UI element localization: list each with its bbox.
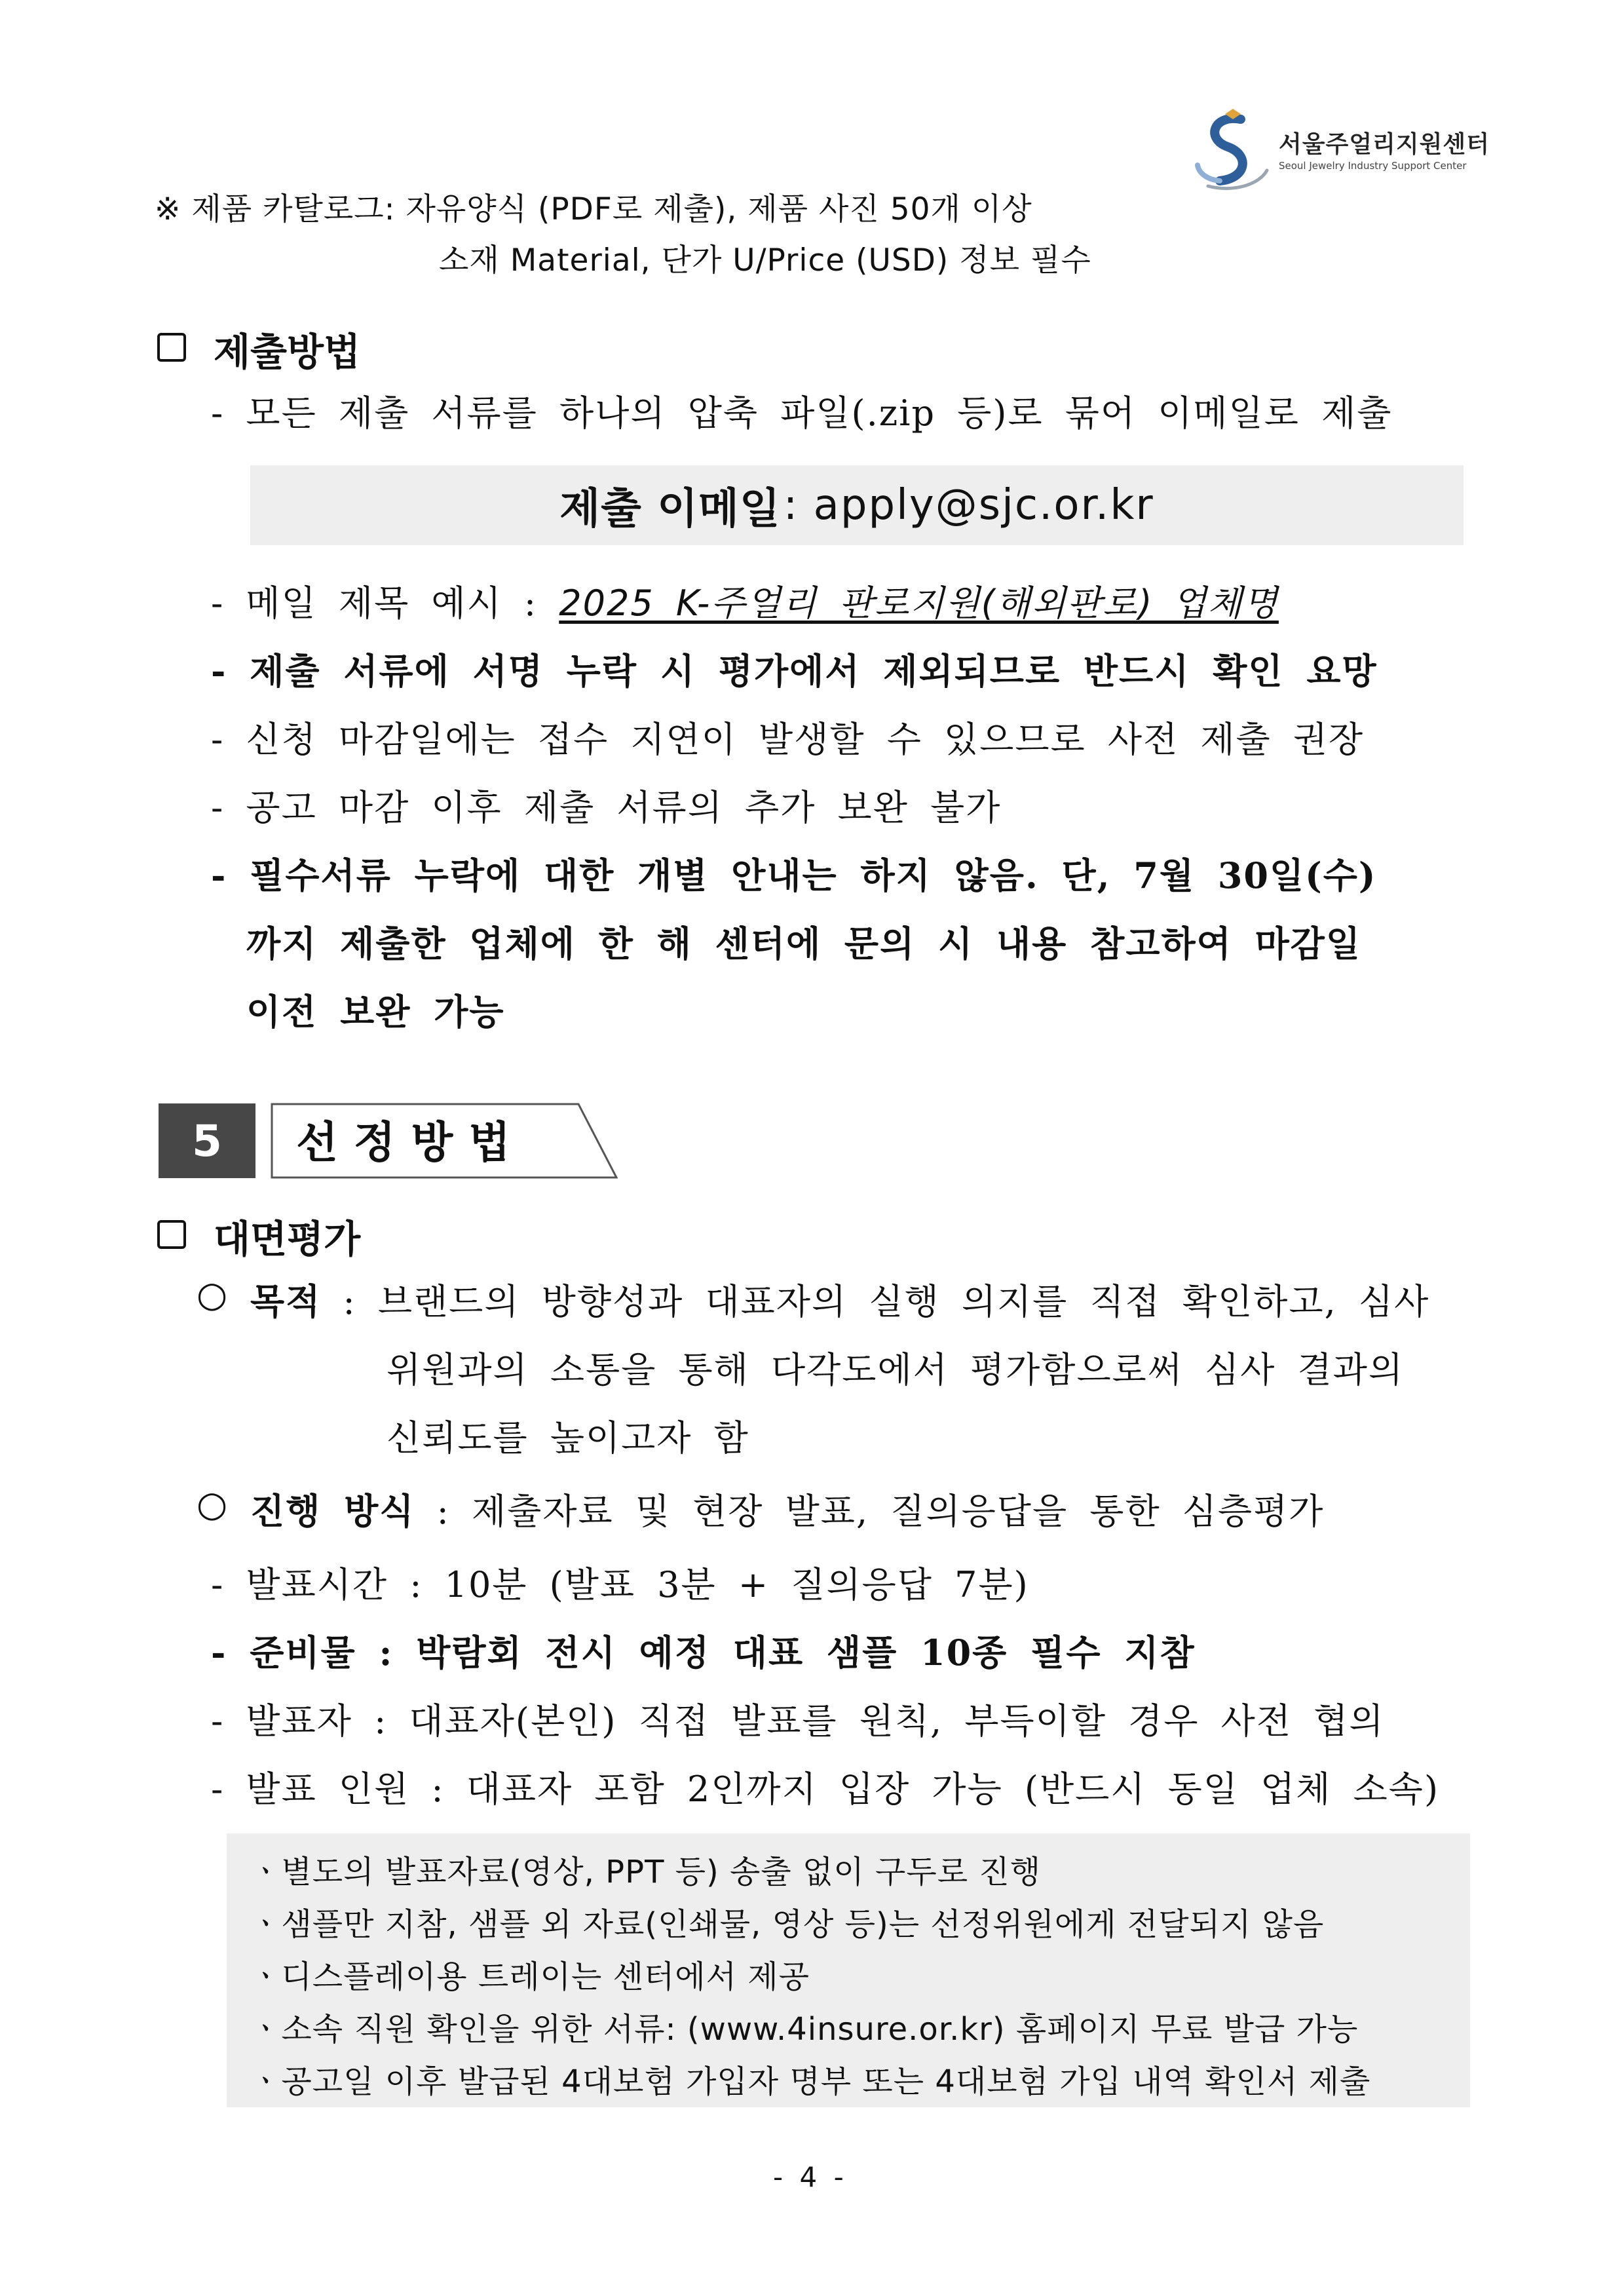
- missing-docs-line2: 까지 제출한 업체에 한 해 센터에 문의 시 내용 참고하여 마감일: [246, 923, 1362, 965]
- email-address[interactable]: : apply@sjc.or.kr: [783, 481, 1154, 529]
- method-text: : 제출자료 및 현장 발표, 질의응답을 통한 심층평가: [415, 1491, 1325, 1532]
- submission-intro: - 모든 제출 서류를 하나의 압축 파일(.zip 등)로 묶어 이메일로 제출: [211, 392, 1393, 434]
- subject-example: 2025 K-주얼리 판로지원(해외판로)_업체명: [559, 583, 1279, 624]
- purpose-label: 목적: [250, 1280, 322, 1322]
- signature-notice: - 제출 서류에 서명 누락 시 평가에서 제외되므로 반드시 확인 요망: [211, 650, 1378, 692]
- presenter-rule: - 발표자 : 대표자(본인) 직접 발표를 원칙, 부득이할 경우 사전 협의: [211, 1700, 1385, 1742]
- purpose-line1: [250, 1274, 1429, 1324]
- deadline-notice: - 신청 마감일에는 접수 지연이 발생할 수 있으므로 사전 제출 권장: [211, 719, 1365, 760]
- method-label: 진행 방식: [250, 1490, 415, 1532]
- presentation-time: - 발표시간 : 10분 (발표 3분 + 질의응답 7분): [211, 1564, 1029, 1605]
- email-label: 제출 이메일: [559, 485, 781, 533]
- preparation-items: - 준비물 : 박람회 전시 예정 대표 샘플 10종 필수 지참: [211, 1632, 1196, 1674]
- catalog-note-line2: 소재 Material, 단가 U/Price (USD) 정보 필수: [439, 242, 1091, 278]
- info-item-1: ㆍ별도의 발표자료(영상, PPT 등) 송출 없이 구두로 진행: [250, 1854, 1042, 1890]
- subject-example-line: [211, 575, 1279, 626]
- checkbox-icon: [157, 1220, 186, 1249]
- page-number: - 4 -: [773, 2161, 848, 2193]
- email-box: [250, 465, 1463, 545]
- method-line: [250, 1483, 1324, 1534]
- purpose-colon: :: [321, 1281, 378, 1322]
- logo-name-korean: 서울주얼리지원센터: [1279, 131, 1490, 158]
- logo-name-english: Seoul Jewelry Industry Support Center: [1279, 160, 1467, 172]
- section-number-badge: 5: [159, 1103, 255, 1178]
- subject-prefix: - 메일 제목 예시 :: [211, 583, 559, 624]
- info-item-2: ㆍ샘플만 지참, 샘플 외 자료(인쇄물, 영상 등)는 선정위원에게 전달되지 않음: [250, 1906, 1325, 1943]
- info-item-3: ㆍ디스플레이용 트레이는 센터에서 제공: [250, 1959, 810, 1995]
- missing-docs-line1: - 필수서류 누락에 대한 개별 안내는 하지 않음. 단, 7월 30일(수): [211, 854, 1377, 896]
- purpose-text-1: 브랜드의 방향성과 대표자의 실행 의지를 직접 확인하고, 심사: [377, 1281, 1430, 1322]
- purpose-line3: 신뢰도를 높이고자 함: [387, 1417, 749, 1459]
- info-item-4: ㆍ소속 직원 확인을 위한 서류: (www.4insure.or.kr) 홈페이지 무료 발급 가능: [250, 2011, 1359, 2048]
- method-bullet: ○: [197, 1483, 229, 1525]
- checkbox-icon: [157, 333, 186, 362]
- missing-docs-line3: 이전 보완 가능: [246, 991, 505, 1033]
- section-title: 선정방법: [296, 1117, 527, 1168]
- submission-heading: 제출방법: [214, 330, 361, 374]
- purpose-line2: 위원과의 소통을 통해 다각도에서 평가함으로써 심사 결과의: [387, 1349, 1405, 1390]
- center-logo-icon: [1194, 107, 1272, 193]
- catalog-note-line1: ※ 제품 카탈로그: 자유양식 (PDF로 제출), 제품 사진 50개 이상: [155, 191, 1032, 227]
- no-supplement-notice: - 공고 마감 이후 제출 서류의 추가 보완 불가: [211, 787, 1002, 828]
- evaluation-heading: 대면평가: [214, 1217, 361, 1261]
- purpose-bullet: ○: [197, 1274, 229, 1315]
- attendee-rule: - 발표 인원 : 대표자 포함 2인까지 입장 가능 (반드시 동일 업체 소속): [211, 1769, 1440, 1810]
- info-item-5: ㆍ공고일 이후 발급된 4대보험 가입자 명부 또는 4대보험 가입 내역 확인서 제출: [250, 2063, 1371, 2100]
